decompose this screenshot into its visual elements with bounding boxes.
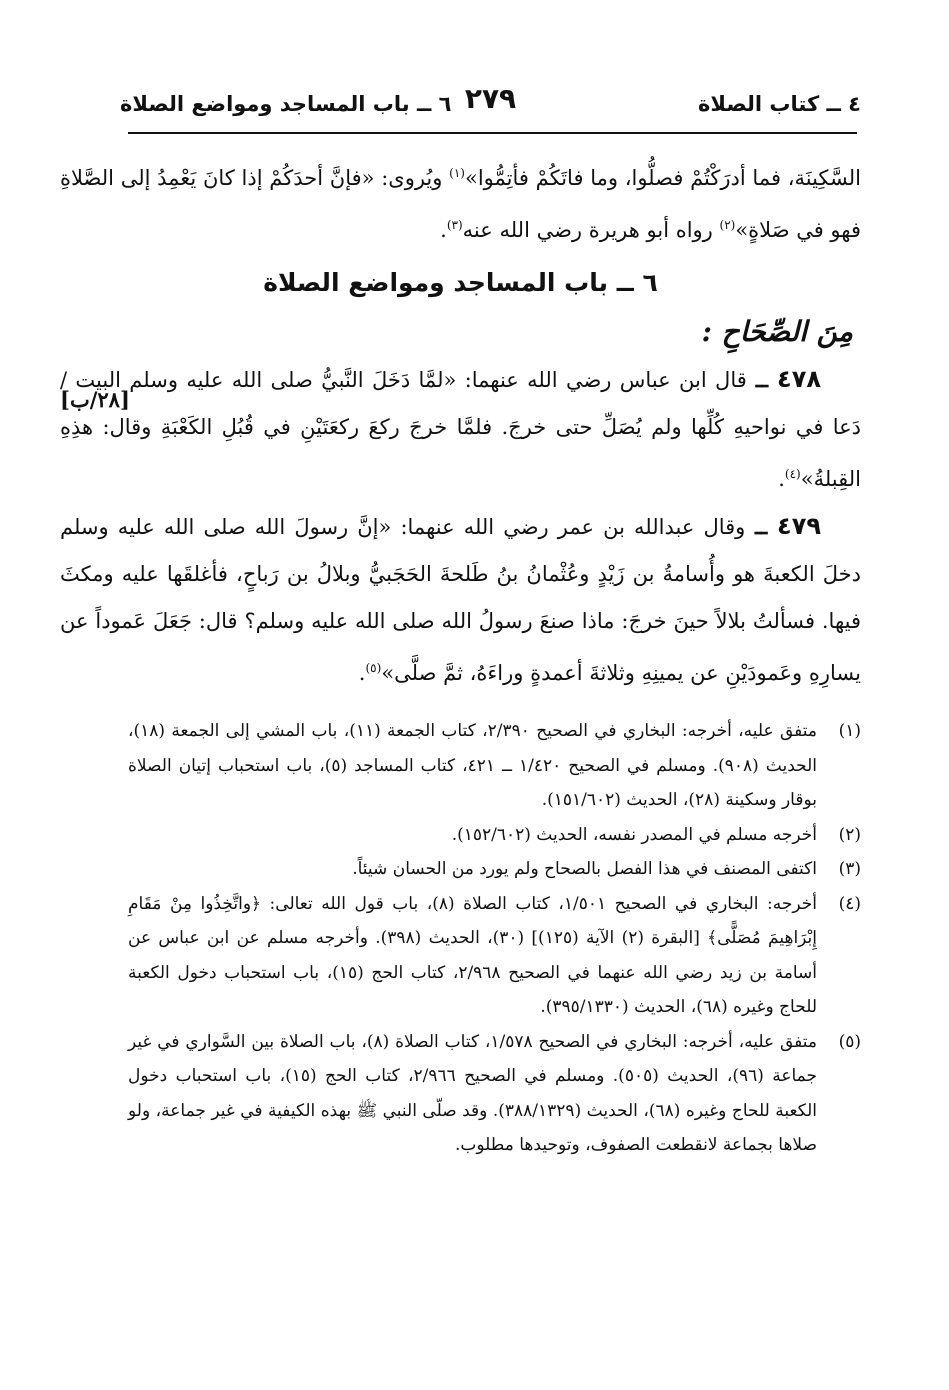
hadith-text: قال ابن عباس رضي الله عنهما: «لمَّا دَخَلَ النَّبيُّ صلى الله عليه وسلم البيت / دَعا في نواحيهِ كُلِّها ولم يُصَلِّ حتى خرجَ. فلمَّا خرجَ ركعَ ركعَتَيْنِ في قُبُلِ الكَعْبَةِ وقال: هذِهِ القِبلةُ» [60, 368, 861, 491]
continuation-end: . [440, 218, 447, 242]
footnote-text: متفق عليه، أخرجه: البخاري في الصحيح ١/٥٧٨، كتاب الصلاة (٨)، باب الصلاة بين السَّواري في غير جماعة (٩٦)، الحديث (٥٠٥). ومسلم في الصحيح ٢/٩٦٦، كتاب الحج (١٥)، باب استحباب دخول الكعبة للحاج وغيره (٦٨)، الحديث (٣٨٨/١٣٢٩). وقد صلّى النبي ﷺ بهذه الكيفية في غير جماعة، ولو صلاها بجماعة لانقطعت الصفوف، وتوحيدها مطلوب. [128, 1031, 818, 1155]
hadith-478 [60, 356, 861, 503]
footnote-number: (٢) [838, 824, 861, 845]
hadith-end: . [358, 661, 366, 685]
header-rule [128, 132, 857, 134]
footnote-ref-4[interactable]: (٤) [784, 467, 801, 481]
footnote-5 [128, 1025, 861, 1163]
footnote-ref-1[interactable]: (١) [449, 166, 465, 180]
hadith-number: ٤٧٨ [777, 365, 821, 393]
page-number: ٢٧٩ [464, 82, 517, 115]
subheading-sahih: مِنَ الصِّحَاحِ : [701, 315, 853, 348]
hadith-end: . [778, 467, 785, 491]
running-header [120, 82, 861, 126]
footnote-4 [128, 887, 861, 1025]
footnote-text: اكتفى المصنف في هذا الفصل بالصحاح ولم يورد من الحسان شيئاً. [352, 859, 817, 879]
hadith-479 [60, 503, 861, 697]
footnote-text: أخرجه: البخاري في الصحيح ١/٥٠١، كتاب الصلاة (٨)، باب قول الله تعالى: ﴿واتَّخِذُوا مِنْ مَقَامِ إِبْرَاهِيمَ مُصَلًّى﴾ [البقرة (٢) الآية (١٢٥)] (٣٠)، الحديث (٣٩٨). وأخرجه مسلم عن ابن عباس عن أسامة بن زيد رضي الله عنهما في الصحيح ٢/٩٦٨، كتاب الحج (١٥)، باب استحباب دخول الكعبة للحاج وغيره (٦٨)، الحديث (٣٩٥/١٣٣٠). [128, 893, 817, 1017]
main-text [60, 150, 861, 697]
footnote-number: (٣) [838, 859, 861, 879]
footnote-1 [128, 714, 861, 818]
header-chapter: ٤ ــ كتاب الصلاة [697, 92, 861, 116]
hadith-text: وقال عبدالله بن عمر رضي الله عنهما: «إنَّ رسولَ الله صلى الله عليه وسلم دخلَ الكعبةَ هو وأُسامةُ بن زَيْدٍ وعُثْمانُ بنُ طَلحةَ الحَجَبيُّ وبلالُ بن رَباحٍ، فأغلقَها عليه ومكثَ فيها. فسألتُ بلالاً حينَ خرجَ: ماذا صنعَ رسولُ الله صلى الله عليه وسلم؟ قال: جَعَلَ عَموداً عن يسارِهِ وعَمودَيْنِ عن يمينِهِ وثلاثةَ أعمدةٍ وراءَهُ، ثمَّ صلَّى» [60, 515, 861, 685]
footnote-text: متفق عليه، أخرجه: البخاري في الصحيح ٢/٣٩٠، كتاب الجمعة (١١)، باب المشي إلى الجمعة (١٨)، الحديث (٩٠٨). ومسلم في الصحيح ١/٤٢٠ ــ ٤٢١، كتاب المساجد (٥)، باب استحباب إتيان الصلاة بوقار وسكينة (٢٨)، الحديث (١٥١/٦٠٢). [128, 721, 818, 810]
hadith-dash: ــ [746, 367, 778, 392]
footnote-text: أخرجه مسلم في المصدر نفسه، الحديث (١٥٢/٦٠٢). [451, 824, 817, 845]
continuation-text-1: السَّكِينَة، فما أدرَكْتُمْ فصلُّوا، وما فاتَكُمْ فأتِمُّوا» [464, 166, 861, 190]
continuation-paragraph [60, 150, 861, 254]
footnote-number: (١) [838, 721, 861, 741]
footnote-2 [128, 818, 861, 853]
footnote-3 [128, 852, 861, 887]
footnotes [128, 714, 861, 1163]
footnote-ref-3[interactable]: (٣) [446, 218, 463, 232]
continuation-text-2: ويُروى: «فإنَّ أحدَكُمْ إذا كانَ يَعْمِدُ إلى الصَّلاةِ فهو في صَلاةٍ» [60, 166, 861, 242]
margin-folio-note: [٢٨/ب] [60, 387, 130, 412]
header-section: ٦ ــ باب المساجد ومواضع الصلاة [120, 92, 452, 116]
hadith-dash: ــ [745, 514, 778, 539]
footnote-number: (٥) [838, 1031, 861, 1052]
section-heading: ٦ ــ باب المساجد ومواضع الصلاة [263, 268, 658, 297]
continuation-text-3: رواه أبو هريرة رضي الله عنه [462, 218, 720, 242]
footnote-ref-5[interactable]: (٥) [365, 661, 382, 675]
footnote-number: (٤) [838, 893, 861, 914]
footnote-ref-2[interactable]: (٢) [719, 218, 736, 232]
hadith-number: ٤٧٩ [777, 512, 821, 540]
